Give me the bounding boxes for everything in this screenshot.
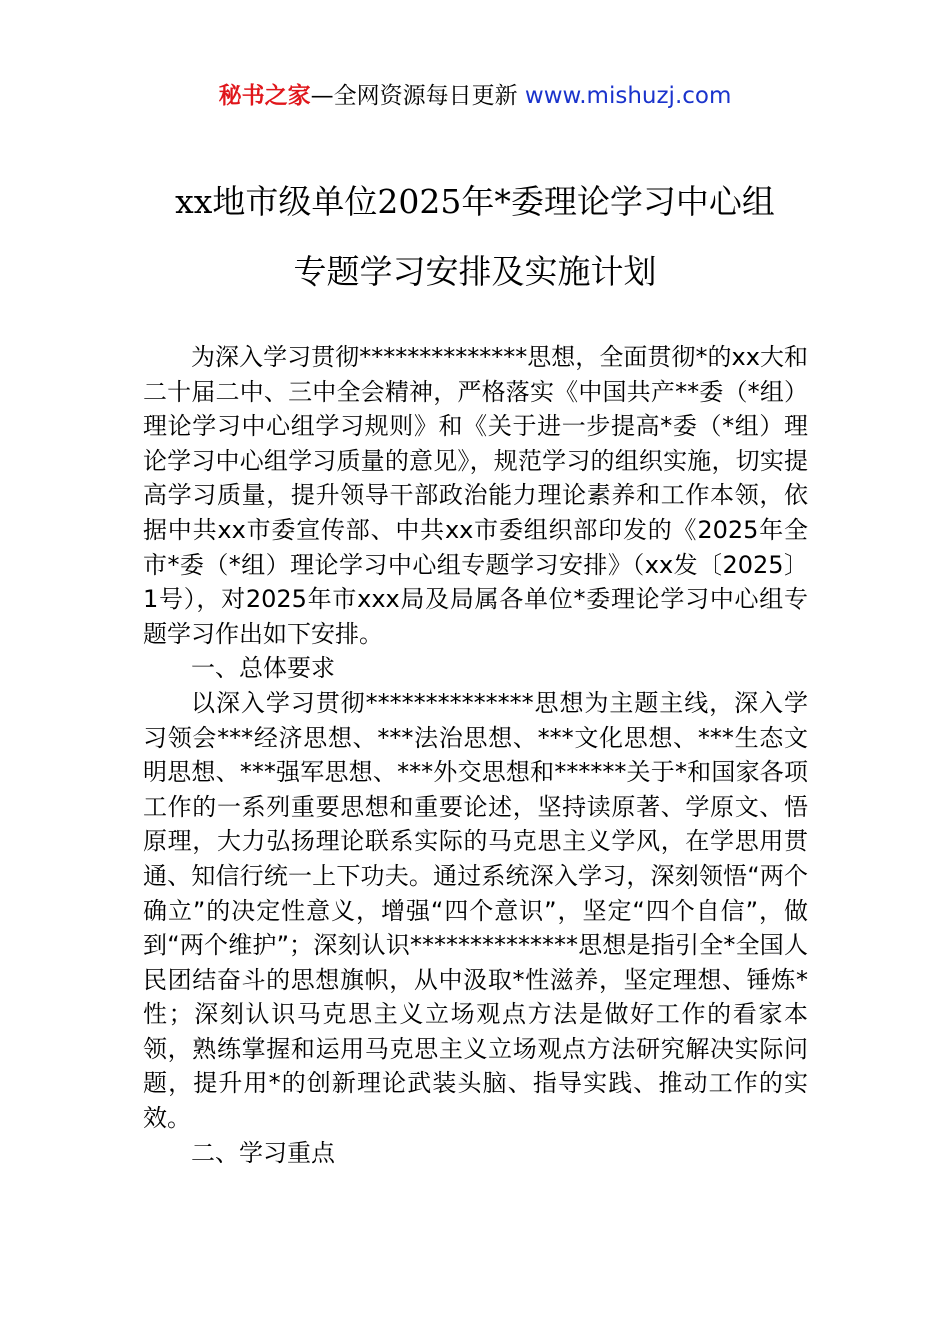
intro-paragraph: 为深入学习贯彻**************思想，全面贯彻*的xx大和二十届二中、三中全会精神，严格落实《中国共产**委（*组）理论学习中心组学习规则》和《关于进一步提高*委（*组）理论学习中心组学习质量的意见》，规范学习的组织实施，切实提高学习质量，提升领导干部政治能力理论素养和工作本领，依据中共xx市委宣传部、中共xx市委组织部印发的《2025年全市*委（*组）理论学习中心组专题学习安排》（xx发〔2025〕1号），对2025年市xxx局及局属各单位*委理论学习中心组专题学习作出如下安排。 <box>143 343 808 648</box>
site-url[interactable]: www.mishuzj.com <box>524 83 732 109</box>
site-header <box>0 80 950 112</box>
general-requirements-paragraph: 以深入学习贯彻**************思想为主题主线，深入学习领会***经济思想、***法治思想、***文化思想、***生态文明思想、***强军思想、***外交思想和******关于*和国家各项工作的一系列重要思想和重要论述，坚持读原著、学原文、悟原理，大力弘扬理论联系实际的马克思主义学风，在学思用贯通、知信行统一上下功夫。通过系统深入学习，深刻领悟“两个确立”的决定性意义，增强“四个意识”，坚定“四个自信”，做到“两个维护”；深刻认识**************思想是指引全*全国人民团结奋斗的思想旗帜，从中汲取*性滋养，坚定理想、锤炼*性；深刻认识马克思主义立场观点方法是做好工作的看家本领，熟练掌握和运用马克思主义立场观点方法研究解决实际问题，提升用*的创新理论武装头脑、指导实践、推动工作的实效。 <box>143 688 808 1133</box>
document-body <box>143 340 808 1170</box>
document-title-line-1: xx地市级单位2025年*委理论学习中心组 <box>175 182 775 221</box>
section-heading-study-focus: 二、学习重点 <box>191 1138 335 1167</box>
section-heading-general-requirements: 一、总体要求 <box>191 654 335 683</box>
site-brand: 秘书之家 <box>218 83 311 109</box>
document-title-line-2: 专题学习安排及实施计划 <box>293 252 657 291</box>
site-tagline: —全网资源每日更新 <box>310 83 525 109</box>
